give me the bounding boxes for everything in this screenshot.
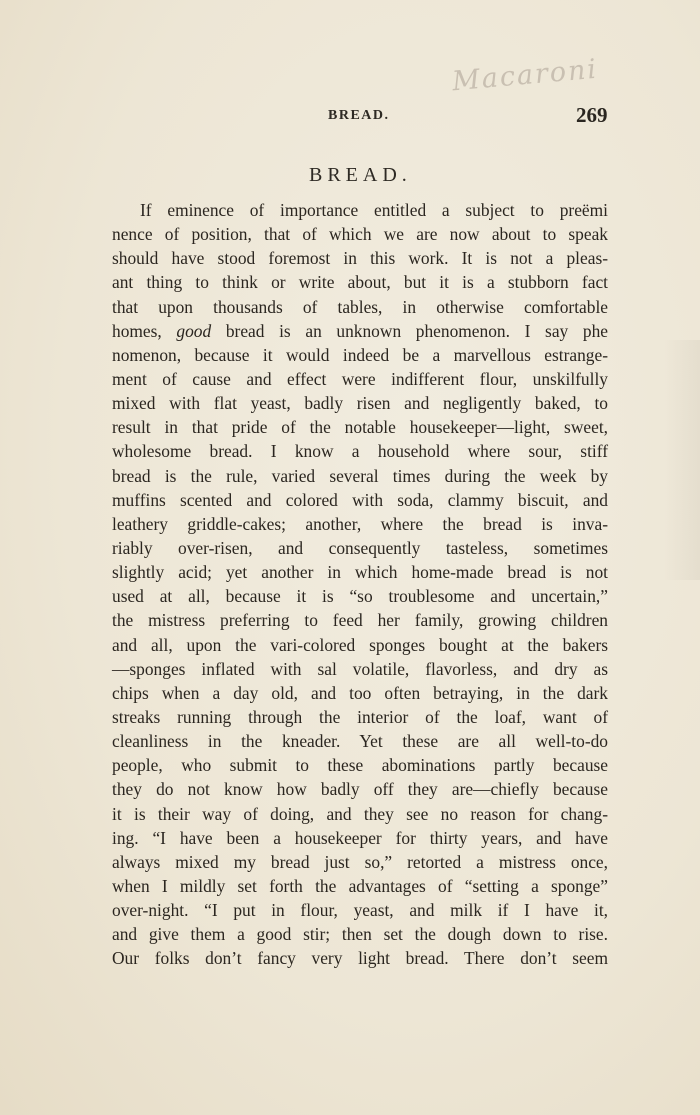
text-line: they do not know how badly off they are—chiefly because	[112, 779, 608, 800]
text-line: and all, upon the vari-colored sponges bought at the bakers	[112, 634, 608, 655]
text-line: mixed with flat yeast, badly risen and negligently baked, to	[112, 393, 608, 414]
text-line: bread is the rule, varied several times during the week by	[112, 465, 608, 486]
text-line: leathery griddle-cakes; another, where the bread is inva-	[112, 513, 608, 534]
text-line: ment of cause and effect were indifferent flour, unskilfully	[112, 368, 608, 389]
text-line: cleanliness in the kneader. Yet these are all well-to-do	[112, 731, 608, 752]
text-line: and give them a good stir; then set the dough down to rise.	[112, 924, 608, 945]
text-line: streaks running through the interior of the loaf, want of	[112, 706, 608, 727]
page-edge-shadow	[664, 340, 700, 580]
text-line: ing. “I have been a housekeeper for thirty years, and have	[112, 827, 608, 848]
text-line: slightly acid; yet another in which home-made bread is not	[112, 562, 608, 583]
emphasis-good: good	[176, 320, 212, 341]
text-line: always mixed my bread just so,” retorted a mistress once,	[112, 851, 608, 872]
chapter-title: BREAD.	[309, 164, 412, 186]
text-line: Our folks don’t fancy very light bread. There don’t seem	[112, 948, 608, 969]
text-line	[112, 319, 608, 343]
text-line: when I mildly set forth the advantages of “setting a sponge”	[112, 875, 608, 896]
text-line: over-night. “I put in flour, yeast, and milk if I have it,	[112, 900, 608, 921]
text-line: chips when a day old, and too often betraying, in the dark	[112, 682, 608, 703]
text-line: used at all, because it is “so troublesome and uncertain,”	[112, 586, 608, 607]
text-line-start: homes,	[112, 320, 177, 341]
running-title: BREAD.	[328, 108, 390, 123]
text-line: ant thing to think or write about, but it is a stubborn fact	[112, 272, 608, 293]
page-number: 269	[576, 103, 608, 127]
text-line: riably over-risen, and consequently tasteless, sometimes	[112, 537, 608, 558]
body-text	[112, 198, 608, 971]
text-line-rest: bread is an unknown phenomenon. I say phe	[211, 320, 608, 341]
text-line: that upon thousands of tables, in otherwise comfortable	[112, 296, 608, 317]
text-line: people, who submit to these abominations partly because	[112, 755, 608, 776]
text-line: it is their way of doing, and they see no reason for chang-	[112, 803, 608, 824]
pencil-annotation: Macaroni	[450, 53, 600, 98]
text-line: muffins scented and colored with soda, clammy biscuit, and	[112, 489, 608, 510]
text-line: result in that pride of the notable housekeeper—light, sweet,	[112, 417, 608, 438]
text-line: nomenon, because it would indeed be a marvellous estrange-	[112, 344, 608, 365]
text-line: —sponges inflated with sal volatile, flavorless, and dry as	[112, 658, 608, 679]
text-line: If eminence of importance entitled a subject to preëmi	[140, 200, 608, 220]
text-line: should have stood foremost in this work. It is not a pleas-	[112, 248, 608, 269]
text-line: wholesome bread. I know a household where sour, stiff	[112, 441, 608, 462]
text-line: nence of position, that of which we are now about to speak	[112, 224, 608, 245]
text-line: the mistress preferring to feed her family, growing children	[112, 610, 608, 631]
